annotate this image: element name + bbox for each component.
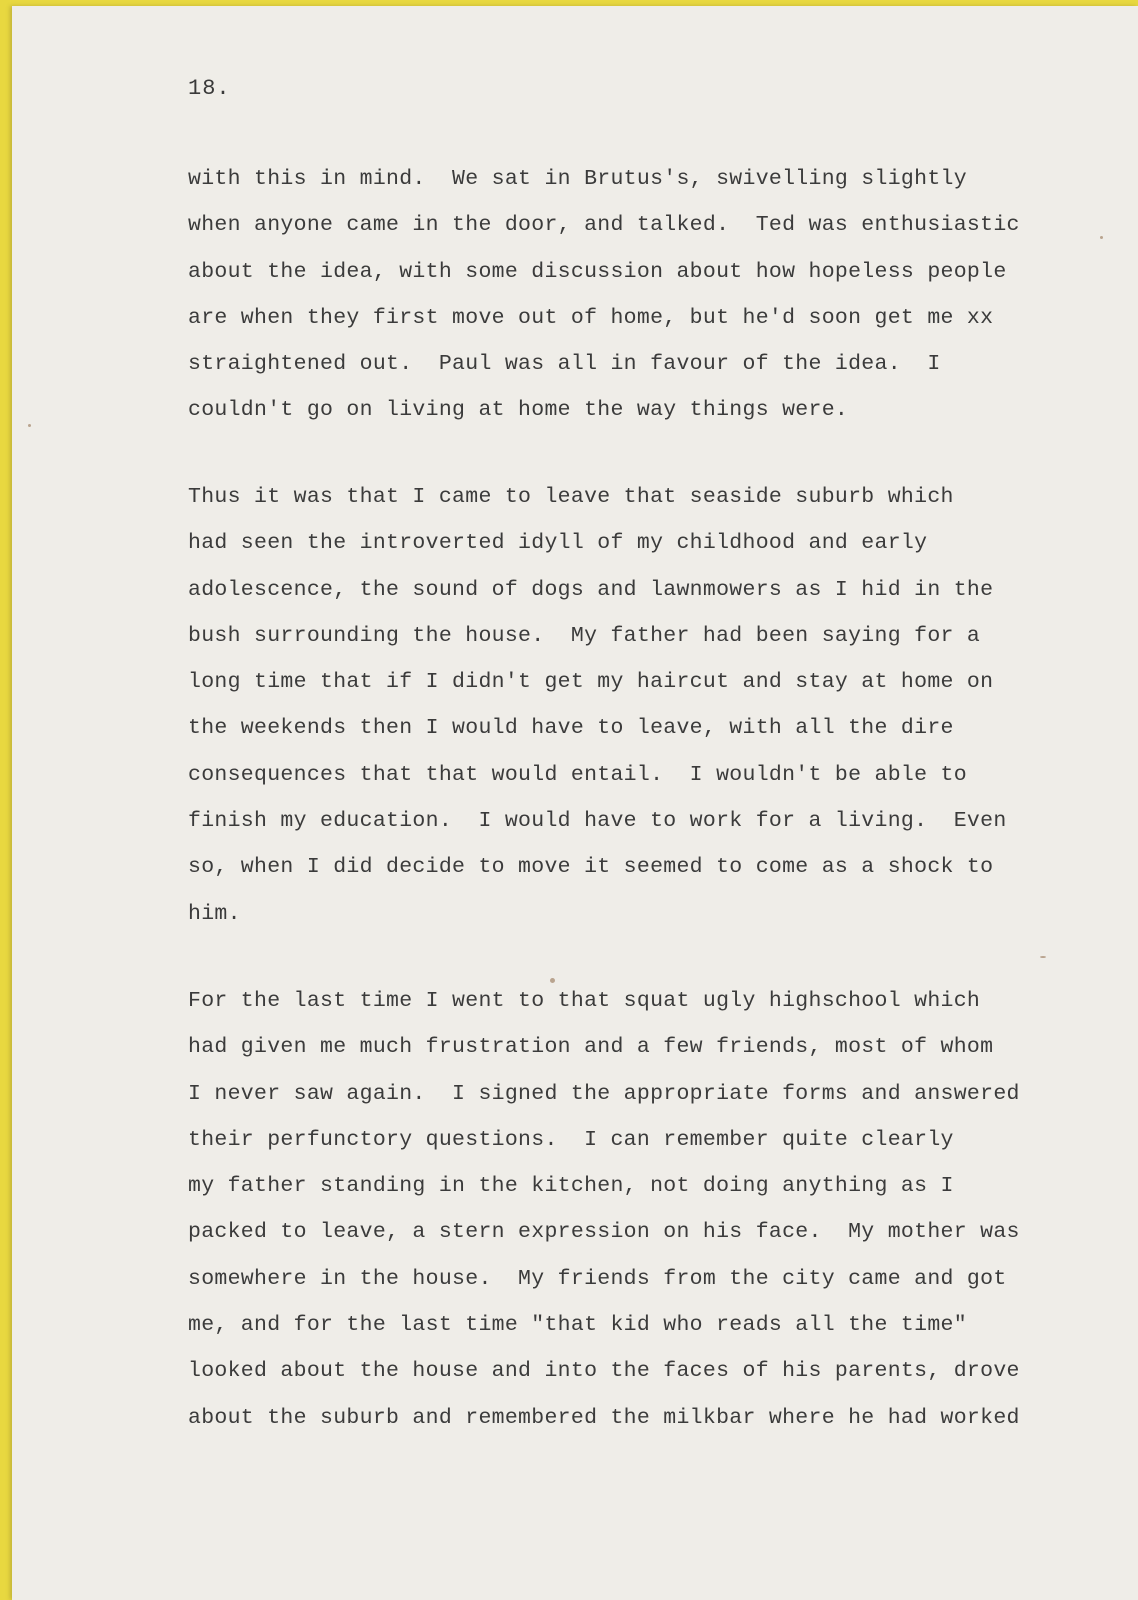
text-line: Thus it was that I came to leave that seaside suburb which [188, 485, 954, 509]
text-line: had given me much frustration and a few friends, most of whom [188, 1035, 994, 1060]
text-line: had seen the introverted idyll of my childhood and early [188, 531, 928, 556]
text-line: long time that if I didn't get my haircut and stay at home on [188, 670, 994, 695]
text-line: bush surrounding the house. My father had been saying for a [188, 623, 981, 648]
text-line: my father standing in the kitchen, not doing anything as I [188, 1174, 954, 1199]
text-line: about the idea, with some discussion about how hopeless people [188, 259, 1007, 284]
paper-speck [550, 978, 555, 983]
paper-speck [1100, 236, 1103, 239]
paragraph-1 [188, 156, 1108, 434]
text-line: so, when I did decide to move it seemed to come as a shock to [188, 855, 994, 880]
text-line: I never saw again. I signed the appropriate forms and answered [188, 1081, 1020, 1106]
text-line: the weekends then I would have to leave, with all the dire [188, 716, 954, 741]
text-line: somewhere in the house. My friends from the city came and got [188, 1266, 1007, 1291]
text-line: finish my education. I would have to work for a living. Even [188, 809, 1007, 834]
text-line: adolescence, the sound of dogs and lawnmowers as I hid in the [188, 577, 994, 602]
text-line: about the suburb and remembered the milkbar where he had worked [188, 1405, 1020, 1430]
text-line: looked about the house and into the faces of his parents, drove [188, 1359, 1020, 1384]
text-line: straightened out. Paul was all in favour of the idea. I [188, 352, 941, 377]
page-number: 18. [188, 76, 231, 101]
text-line: For the last time I went to that squat ugly highschool which [188, 989, 981, 1013]
text-line: packed to leave, a stern expression on his face. My mother was [188, 1220, 1020, 1245]
typewritten-page [12, 6, 1138, 1600]
paper-speck [28, 424, 31, 427]
text-line: their perfunctory questions. I can remember quite clearly [188, 1127, 954, 1152]
text-line: couldn't go on living at home the way things were. [188, 398, 849, 423]
text-line: when anyone came in the door, and talked. Ted was enthusiastic [188, 213, 1020, 238]
paragraph-3 [188, 978, 1108, 1441]
text-line: me, and for the last time "that kid who reads all the time" [188, 1313, 967, 1338]
paper-speck [1040, 956, 1046, 958]
paragraph-2 [188, 474, 1108, 937]
text-line: are when they first move out of home, but he'd soon get me xx [188, 305, 994, 330]
text-line: him. [188, 901, 241, 926]
text-line: consequences that that would entail. I wouldn't be able to [188, 762, 967, 787]
text-line: with this in mind. We sat in Brutus's, swivelling slightly [188, 167, 967, 191]
